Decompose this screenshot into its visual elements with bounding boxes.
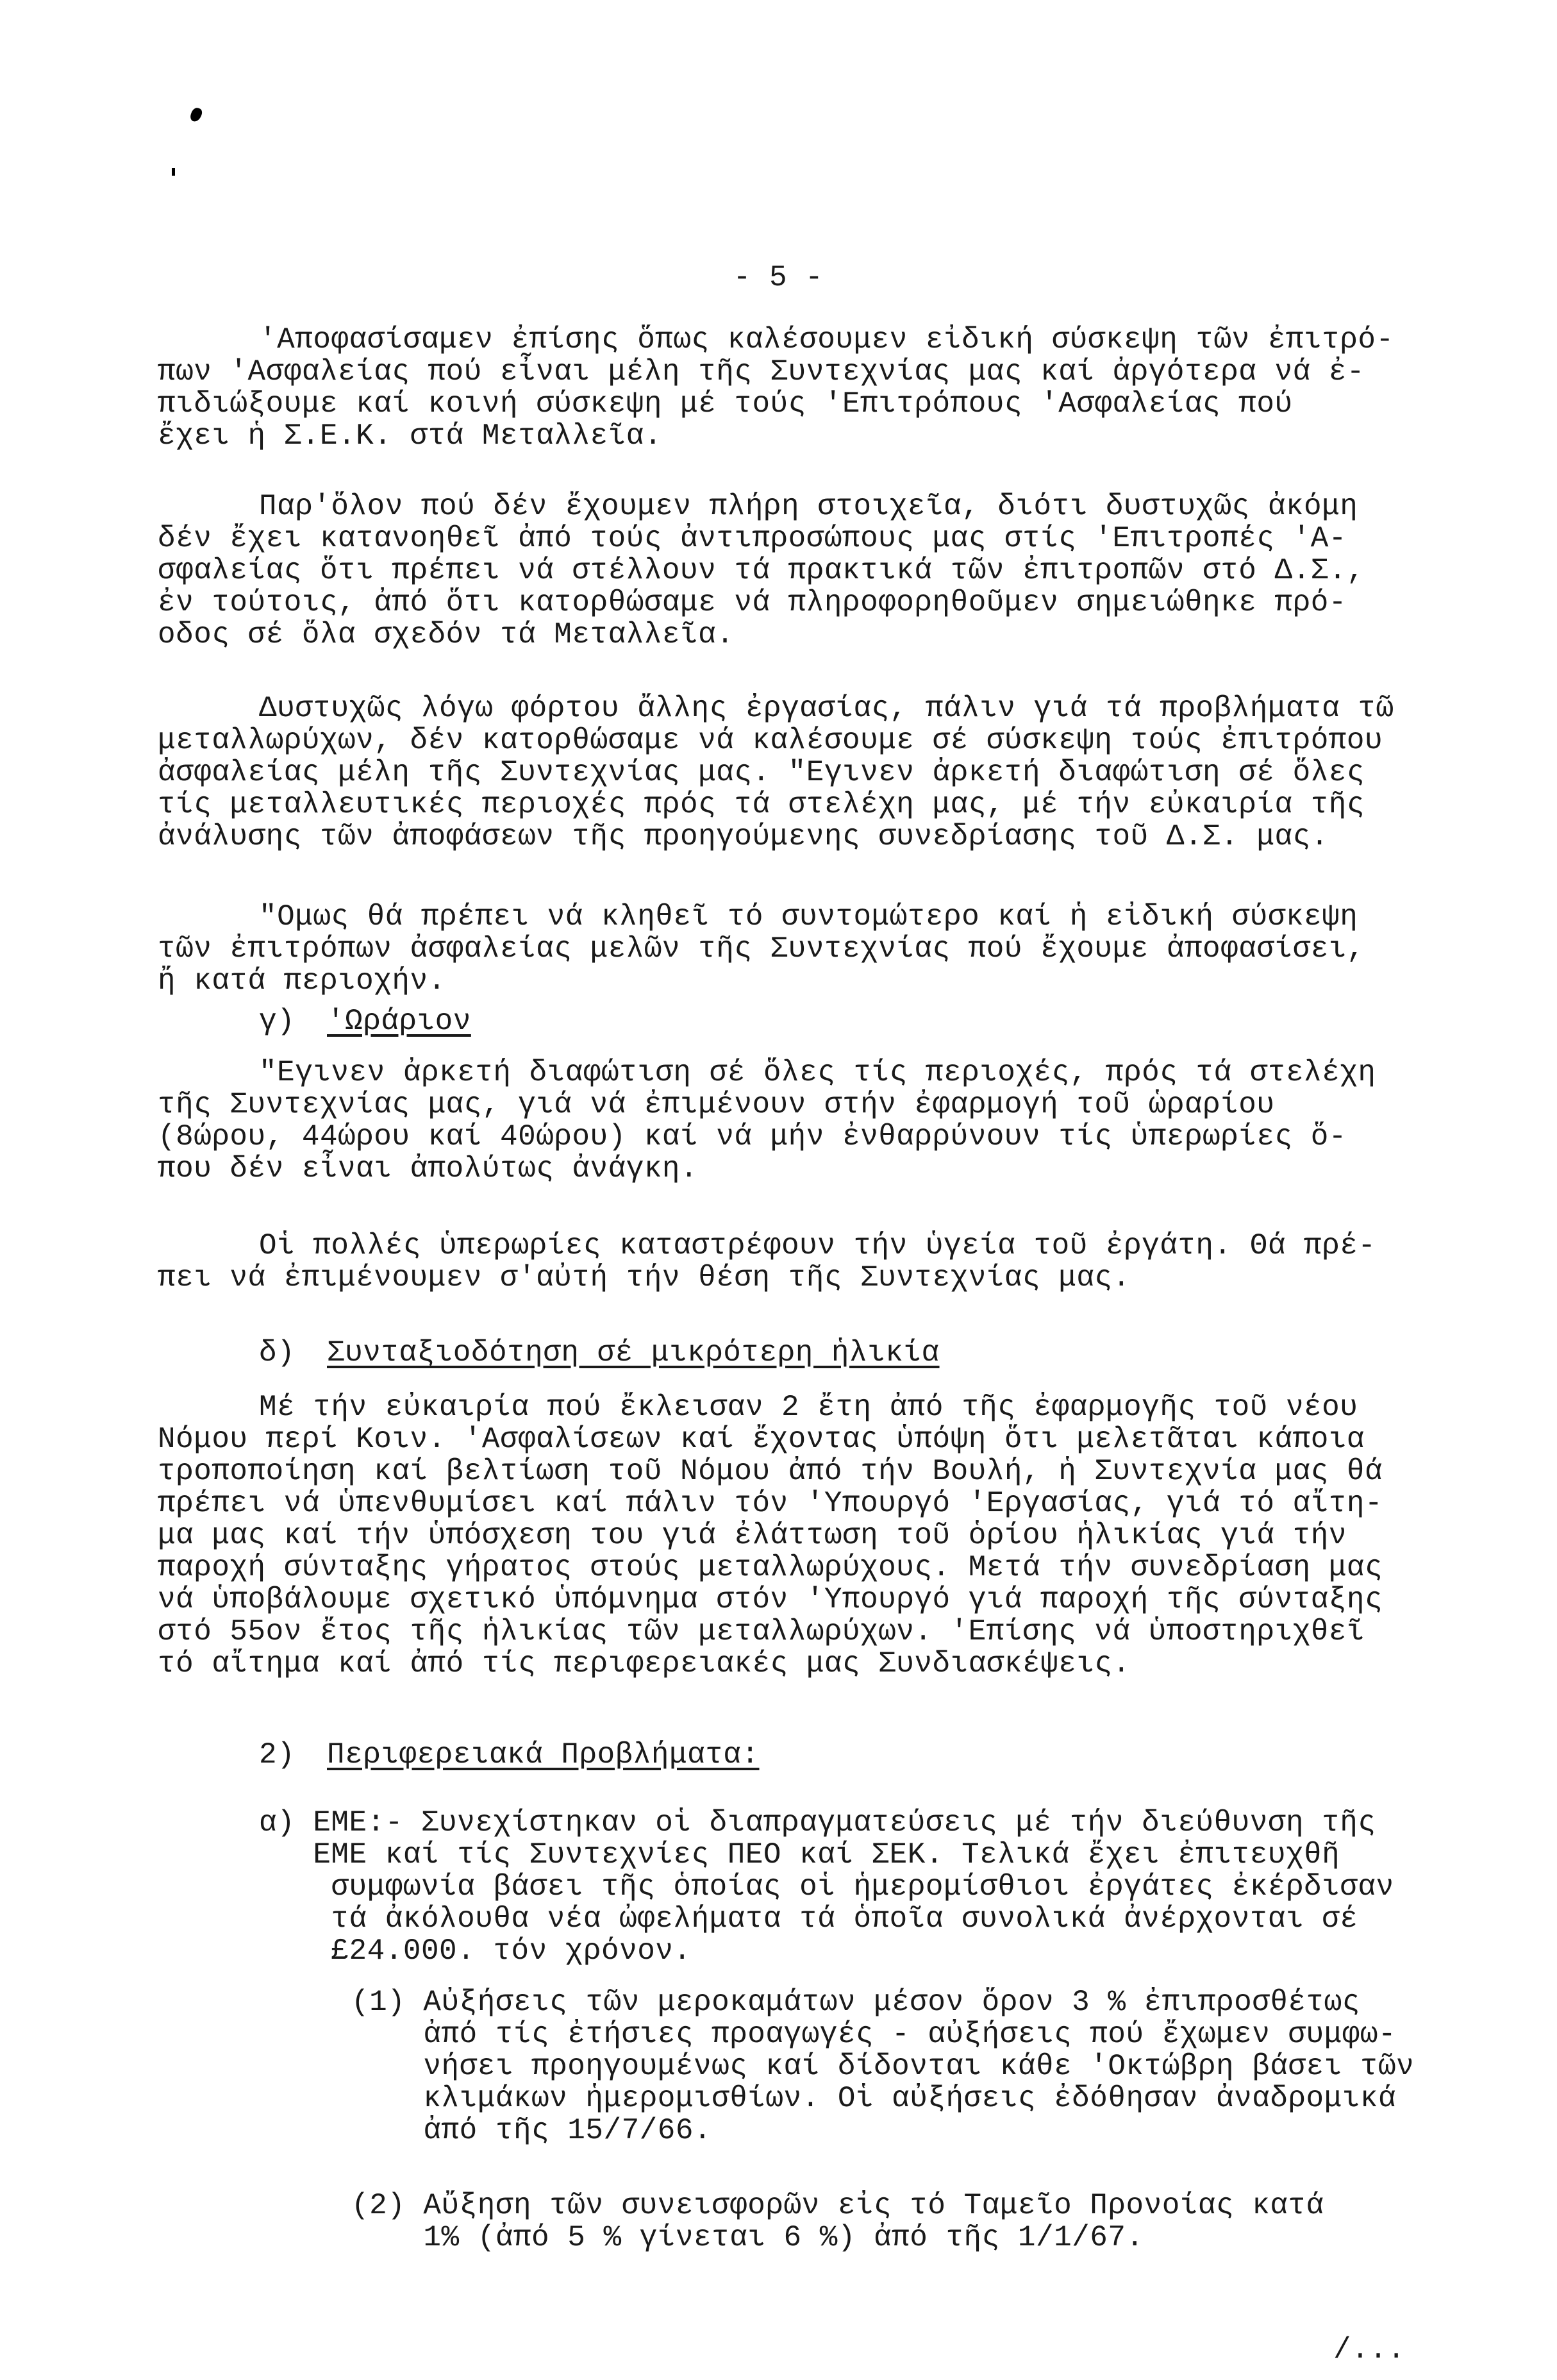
- paragraph-7: Μέ τήν εὐκαιρία πού ἔκλεισαν 2 ἔτη ἀπό τῆς ἐφαρμογῆς τοῦ νέου Νόμου περί Κοιν. 'Ασφαλίσεων καί ἔχοντας ὑπόψη ὅτι μελετᾶται κάποια τροποποίηση καί βελτίωση τοῦ Νόμου ἀπό τήν Βουλή, ἡ Συντεχνία μας θά πρέπει νά ὑπενθυμίσει καί πάλιν τόν 'Υπουργό 'Εργασίας, γιά τό αἴτη- μα μας καί τήν ὑπόσχεση του γιά ἐλάττωση τοῦ ὁρίου ἡλικίας γιά τήν παροχή σύνταξης γήρατος στούς μεταλλωρύχους. Μετά τήν συνεδρίαση μας νά ὑποβάλουμε σχετικό ὑπόμνημα στόν 'Υπουργό γιά παροχή τῆς σύνταξης στό 55ον ἔτος τῆς ἡλικίας τῶν μεταλλωρύχων. 'Επίσης νά ὑποστηριχθεῖ τό αἴτημα καί ἀπό τίς περιφερειακές μας Συνδιασκέψεις.: [158, 1391, 1383, 1680]
- ink-speck: [172, 168, 175, 176]
- heading-two: Περιφερειακά Προβλήματα:: [327, 1738, 760, 1772]
- heading-two-number: 2): [259, 1738, 296, 1772]
- paragraph-2: Παρ'ὅλον πού δέν ἔχουμεν πλήρη στοιχεῖα, διότι δυστυχῶς ἀκόμη δέν ἔχει κατανοηθεῖ ἀπό τούς ἀντιπροσώπους μας στίς 'Επιτροπές 'Α- σφαλείας ὅτι πρέπει νά στέλλουν τά πρακτικά τῶν ἐπιτροπῶν στό Δ.Σ., ἐν τούτοις, ἀπό ὅτι κατορθώσαμε νά πληροφορηθοῦμεν σημειώθηκε πρό- οδος σέ ὅλα σχεδόν τά Μεταλλεῖα.: [158, 490, 1365, 651]
- heading-gamma: 'Ωράριον: [327, 1005, 471, 1038]
- paragraph-10: (2) Αὔξηση τῶν συνεισφορῶν εἰς τό Ταμεῖο Προνοίας κατά 1% (ἀπό 5 % γίνεται 6 %) ἀπό τῆς 1/1/67.: [351, 2189, 1324, 2254]
- paragraph-5: "Εγινεν ἀρκετή διαφώτιση σέ ὅλες τίς περιοχές, πρός τά στελέχη τῆς Συντεχνίας μας, γιά νά ἐπιμένουν στήν ἐφαρμογή τοῦ ὡραρίου (8ώρου, 44ώρου καί 40ώρου) καί νά μήν ἐνθαρρύνουν τίς ὑπερωρίες ὅ- που δέν εἶναι ἀπολύτως ἀνάγκη.: [158, 1056, 1376, 1186]
- paragraph-4: "Ομως θά πρέπει νά κληθεῖ τό συντομώτερο καί ἡ εἰδική σύσκεψη τῶν ἐπιτρόπων ἀσφαλείας μελῶν τῆς Συντεχνίας πού ἔχουμε ἀποφασίσει, ἤ κατά περιοχήν.: [158, 900, 1365, 998]
- paragraph-9: (1) Αὐξήσεις τῶν μεροκαμάτων μέσον ὅρον 3 % ἐπιπροσθέτως ἀπό τίς ἐτήσιες προαγωγές - αὐξήσεις πού ἔχωμεν συμφω- νήσει προηγουμένως καί δίδονται κάθε 'Οκτώβρη βάσει τῶν κλιμάκων ἡμερομισθίων. Οἱ αὐξήσεις ἐδόθησαν ἀναδρομικά ἀπό τῆς 15/7/66.: [351, 1986, 1415, 2147]
- paragraph-3: Δυστυχῶς λόγω φόρτου ἄλλης ἐργασίας, πάλιν γιά τά προβλήματα τῶ μεταλλωρύχων, δέν κατορθώσαμε νά καλέσουμε σέ σύσκεψη τούς ἐπιτρόπου ἀσφαλείας μέλη τῆς Συντεχνίας μας. "Εγινεν ἀρκετή διαφώτιση σέ ὅλες τίς μεταλλευτικές περιοχές πρός τά στελέχη μας, μέ τήν εὐκαιρία τῆς ἀνάλυσης τῶν ἀποφάσεων τῆς προηγούμενης συνεδρίασης τοῦ Δ.Σ. μας.: [158, 692, 1394, 853]
- heading-gamma-number: γ): [259, 1005, 296, 1038]
- page-number: - 5 -: [733, 261, 824, 294]
- ink-mark: [189, 106, 204, 123]
- continuation-mark: /...: [1333, 2333, 1406, 2367]
- heading-delta-number: δ): [259, 1336, 296, 1370]
- heading-delta: Συνταξιοδότηση σέ μικρότερη ἡλικία: [327, 1336, 940, 1370]
- paragraph-6: Οἱ πολλές ὑπερωρίες καταστρέφουν τήν ὑγεία τοῦ ἐργάτη. Θά πρέ- πει νά ἐπιμένουμεν σ'αὐτή τήν θέση τῆς Συντεχνίας μας.: [158, 1229, 1376, 1295]
- paragraph-8: α) ΕΜΕ:- Συνεχίστηκαν οἱ διαπραγματεύσεις μέ τήν διεύθυνση τῆς ΕΜΕ καί τίς Συντεχνίες ΠΕΟ καί ΣΕΚ. Τελικά ἔχει ἐπιτευχθῆ συμφωνία βάσει τῆς ὁποίας οἱ ἡμερομίσθιοι ἐργάτες ἐκέρδισαν τά ἀκόλουθα νέα ὠφελήματα τά ὁποῖα συνολικά ἀνέρχονται σέ £24.000. τόν χρόνον.: [259, 1806, 1394, 1968]
- paragraph-1: 'Αποφασίσαμεν ἐπίσης ὅπως καλέσουμεν εἰδική σύσκεψη τῶν ἐπιτρό- πων 'Ασφαλείας πού εἶναι μέλη τῆς Συντεχνίας μας καί ἀργότερα νά ἐ- πιδιώξουμε καί κοινή σύσκεψη μέ τούς 'Επιτρόπους 'Ασφαλείας πού ἔχει ἡ Σ.Ε.Κ. στά Μεταλλεῖα.: [158, 323, 1394, 453]
